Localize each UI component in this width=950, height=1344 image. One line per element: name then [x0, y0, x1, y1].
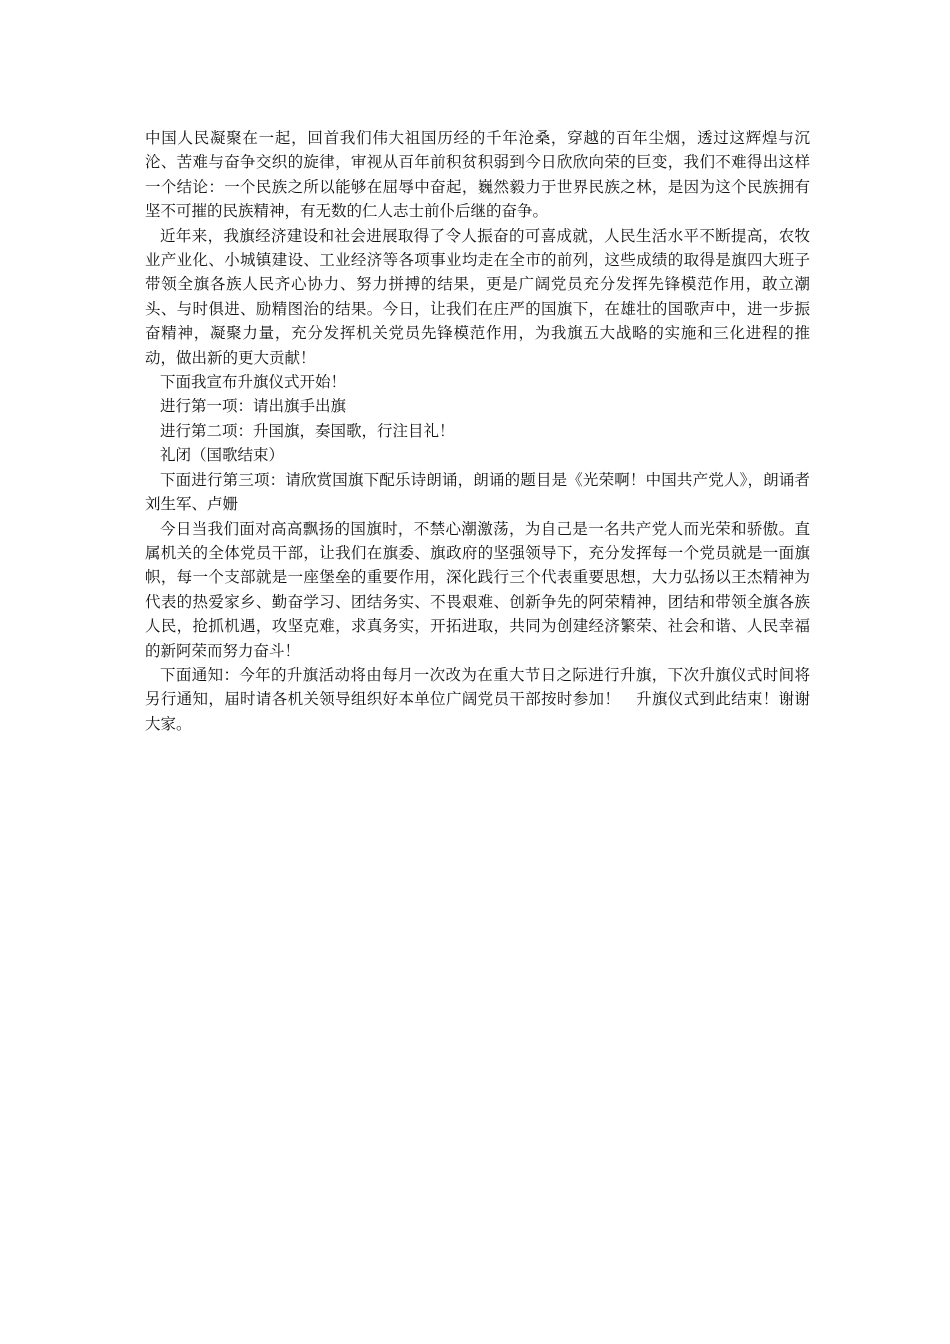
paragraph-item-one: 进行第一项：请出旗手出旗 [160, 397, 347, 416]
paragraph-pledge: 今日当我们面对高高飘扬的国旗时，不禁心潮激荡，为自己是一名共产党人而光荣和骄傲。直属机关的全体党员干部，让我们在旗委、旗政府的坚强领导下，充分发挥每一个党员就是一面旗帜，每一个支部就是一座堡垒的重要作用，深化践行三个代表重要思想，大力弘扬以王杰精神为代表的热爱家乡、勤奋学习、团结务实、不畏艰难、创新争先的阿荣精神，团结和带领全旗各族人民，抢抓机遇，攻坚克难，求真务实，开拓进取，共同为创建经济繁荣、社会和谐、人民幸福的新阿荣而努力奋斗！ [145, 519, 810, 660]
paragraph-anthem-end: 礼闭（国歌结束） [160, 446, 285, 465]
paragraph-notice: 下面通知：今年的升旗活动将由每月一次改为在重大节日之际进行升旗，下次升旗仪式时间将另行通知，届时请各机关领导组织好本单位广阔党员干部按时参加！ 升旗仪式到此结束！谢谢大家。 [145, 665, 810, 733]
paragraph-item-three: 下面进行第三项：请欣赏国旗下配乐诗朗诵，朗诵的题目是《光荣啊！中国共产党人》，朗诵者刘生军、卢姗 [145, 470, 810, 514]
paragraph-achievements: 近年来，我旗经济建设和社会进展取得了令人振奋的可喜成就，人民生活水平不断提高，农牧业产业化、小城镇建设、工业经济等各项事业均走在全市的前列，这些成绩的取得是旗四大班子带领全旗各族人民齐心协力、努力拼搏的结果，更是广阔党员充分发挥先锋模范作用，敢立潮头、与时俱进、励精图治的结果。今日，让我们在庄严的国旗下，在雄壮的国歌声中，进一步振奋精神，凝聚力量，充分发挥机关党员先锋模范作用，为我旗五大战略的实施和三化进程的推动，做出新的更大贡献！ [145, 226, 810, 367]
paragraph-ceremony-start: 下面我宣布升旗仪式开始！ [160, 373, 347, 392]
document-body [145, 126, 810, 736]
paragraph-item-two: 进行第二项：升国旗，奏国歌，行注目礼！ [160, 421, 455, 440]
paragraph-intro: 中国人民凝聚在一起，回首我们伟大祖国历经的千年沧桑，穿越的百年尘烟，透过这辉煌与沉沦、苦难与奋争交织的旋律，审视从百年前积贫积弱到今日欣欣向荣的巨变，我们不难得出这样一个结论：一个民族之所以能够在屈辱中奋起，巍然毅力于世界民族之林，是因为这个民族拥有坚不可摧的民族精神，有无数的仁人志士前仆后继的奋争。 [145, 129, 810, 221]
